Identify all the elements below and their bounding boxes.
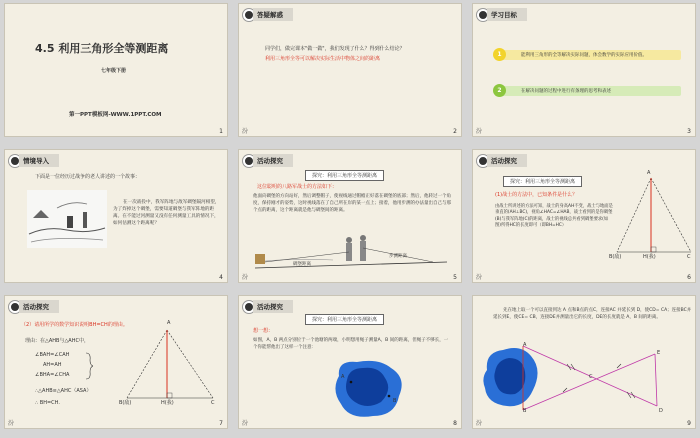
slide-header bbox=[239, 154, 339, 167]
point-label-a: A bbox=[523, 342, 527, 348]
header-label: 情境导入 bbox=[19, 154, 59, 167]
vertex-label-a: A bbox=[647, 170, 651, 176]
topic-box: 探究：利用三角形全等测距离 bbox=[305, 314, 384, 325]
equality-conclusion: ∴ BH=CH. bbox=[35, 400, 60, 406]
point-label-d: D bbox=[659, 408, 663, 414]
slide-thumbnail-7[interactable] bbox=[4, 295, 228, 429]
slide-foot-mark: 汾 bbox=[8, 420, 15, 427]
condition-angle-2: ∠BHA=∠CHA bbox=[35, 372, 70, 378]
vertex-label-b: B(敌) bbox=[609, 254, 622, 260]
point-label-b: B bbox=[393, 398, 397, 404]
slide-header bbox=[5, 300, 105, 313]
slide-thumbnail-4[interactable] bbox=[4, 149, 228, 283]
proof-reason: 理由：在△AHB与△AHC中， bbox=[25, 338, 89, 344]
header-label: 活动探究 bbox=[19, 300, 59, 313]
header-label: 活动探究 bbox=[253, 154, 293, 167]
congruent-triangles-diagram bbox=[477, 336, 677, 420]
header-label: 活动探究 bbox=[487, 154, 527, 167]
header-label: 答疑解惑 bbox=[253, 8, 293, 21]
slide-thumbnail-5[interactable] bbox=[238, 149, 462, 283]
vertex-label-h: H(我) bbox=[161, 400, 174, 406]
slide-number: 8 bbox=[453, 420, 457, 427]
vertex-label-h: H(我) bbox=[643, 254, 656, 260]
slide-header bbox=[473, 154, 573, 167]
slide-thumbnail-6[interactable] bbox=[472, 149, 696, 283]
conditions-description: 由战士所讲述的方法可知，战士的身高AH不变，战士与地面是垂直的(AH⊥BC)，视角∠HAC=∠HAB，战士看到的是你碉堡(B)与我军阵地(C)的距离，战士的视线总共看到碉堡要求(如图)所得HC的长度即可（即BH=HC） bbox=[495, 204, 613, 229]
slide-header bbox=[473, 8, 573, 21]
slide-thumbnail-3[interactable] bbox=[472, 3, 696, 137]
slide-number: 6 bbox=[687, 274, 691, 281]
bunker-distance-label: 碉堡距离 bbox=[293, 262, 311, 267]
method-description: 他面向碉堡的方向站好，然后调整帽子，使视线通过帽檐正好落在碉堡的底部；然后，他转过一个角度，保持刚才的姿势，这时视线落在了自己所在岸的某一点上；接着，他用步测的办法量出自己与那个点的距离，这个距离就是他与碉堡间的距离。 bbox=[253, 194, 451, 213]
triangle-diagram bbox=[615, 174, 695, 264]
slide-number: 1 bbox=[219, 128, 223, 135]
construction-description: 先在地上取一个可以直接到达 A 点和B点的点C，连接AC 并延长到 D，使CD= CA；连接BC并延长到E，使CE= CB，连接DE并测量出它的长度，DE的长度就是 A，B 间的距离。 bbox=[493, 308, 692, 320]
slide-number: 7 bbox=[219, 420, 223, 427]
slide-number: 3 bbox=[687, 128, 691, 135]
slide-subtitle: 七年级下册 bbox=[101, 68, 127, 74]
slide-foot-mark: 汾 bbox=[242, 128, 249, 135]
slide-foot-mark: 汾 bbox=[242, 274, 249, 281]
goal-text-1: 能利用三角形的全等解决实际问题，体会数学的实际应用价值。 bbox=[521, 53, 647, 58]
slide-thumbnail-1[interactable] bbox=[4, 3, 228, 137]
triangle-diagram bbox=[123, 326, 217, 406]
goal-number-2: 2 bbox=[493, 84, 506, 97]
goal-text-2: 在解决问题的过程中进行有条理的思考和表述 bbox=[521, 89, 611, 94]
congruence-conclusion: ∴△AHB≌△AHC（ASA） bbox=[35, 388, 92, 394]
condition-side: AH=AH bbox=[43, 362, 62, 368]
slide-foot-mark: 汾 bbox=[476, 274, 483, 281]
slide-title: 4.5 利用三角形全等测距离 bbox=[35, 42, 169, 55]
step-distance-label: 步测距离 bbox=[389, 254, 407, 259]
slide-thumbnail-8[interactable] bbox=[238, 295, 462, 429]
goal-bar-1 bbox=[501, 50, 681, 60]
point-label-a: A bbox=[341, 374, 345, 380]
slide-header bbox=[5, 154, 105, 167]
brace-icon bbox=[85, 352, 93, 380]
known-conditions-question: (1)战士的方法中，已知条件是什么？ bbox=[495, 192, 578, 198]
slide-thumbnail-2[interactable] bbox=[238, 3, 462, 137]
point-label-e: E bbox=[657, 350, 661, 356]
condition-angle-1: ∠BAH=∠CAH bbox=[35, 352, 70, 358]
slide-foot-mark: 汾 bbox=[476, 128, 483, 135]
vertex-label-a: A bbox=[167, 320, 171, 326]
slide-footer-text: 第一PPT模板网-WWW.1PPT.COM bbox=[69, 112, 162, 118]
vertex-label-b: B(敌) bbox=[119, 400, 132, 406]
vertex-label-c: C bbox=[211, 400, 215, 406]
point-label-b: B bbox=[523, 408, 527, 414]
pond-illustration bbox=[329, 356, 409, 422]
point-label-c: C bbox=[589, 374, 593, 380]
header-label: 学习目标 bbox=[487, 8, 527, 21]
war-illustration bbox=[27, 190, 107, 248]
think-label: 想一想： bbox=[253, 328, 274, 334]
answer-text: 利用三角形全等可以解决实际生活中物体之间的距离 bbox=[265, 56, 381, 62]
vertex-label-c: C bbox=[687, 254, 691, 260]
story-text: 在一次战役中，我军阵地与敌军碉堡隔河相望，为了炸掉这个碉堡，需要知道碉堡与我军阵地的距离。在不能过河测量又没有任何测量工具的情况下，如何估测这个距离呢？ bbox=[113, 200, 220, 226]
goal-number-1: 1 bbox=[493, 48, 506, 61]
slide-thumbnail-9[interactable] bbox=[472, 295, 696, 429]
slide-foot-mark: 汾 bbox=[476, 420, 483, 427]
method-question: 这位聪明的八路军战士的方法如下： bbox=[257, 184, 338, 190]
intro-text: 下面是一位经历过战争的老人讲述的一个故事： bbox=[35, 174, 141, 180]
slide-header bbox=[239, 300, 339, 313]
slide-number: 5 bbox=[453, 274, 457, 281]
question-text: 同学们，做完课本"做一做"，我们发现了什么？得到什么结论？ bbox=[265, 46, 405, 52]
soldier-diagram bbox=[253, 232, 449, 274]
proof-question: （2）请用所学的数学知识说明BH=CH的理由。 bbox=[21, 322, 128, 328]
topic-box: 探究：利用三角形全等测距离 bbox=[503, 176, 582, 187]
header-label: 活动探究 bbox=[253, 300, 293, 313]
slide-foot-mark: 汾 bbox=[242, 420, 249, 427]
slide-header bbox=[239, 8, 339, 21]
pond-problem-text: 如图，A，B 两点分别位于一个池塘的两端，小明想用绳子测量A，B 间的距离，但绳子不够长，一个你能帮他出了这样一个注意： bbox=[253, 338, 449, 350]
slide-number: 9 bbox=[687, 420, 691, 427]
slide-number: 2 bbox=[453, 128, 457, 135]
slide-number: 4 bbox=[219, 274, 223, 281]
topic-box: 探究：利用三角形全等测距离 bbox=[305, 170, 384, 181]
goal-bar-2 bbox=[501, 86, 681, 96]
